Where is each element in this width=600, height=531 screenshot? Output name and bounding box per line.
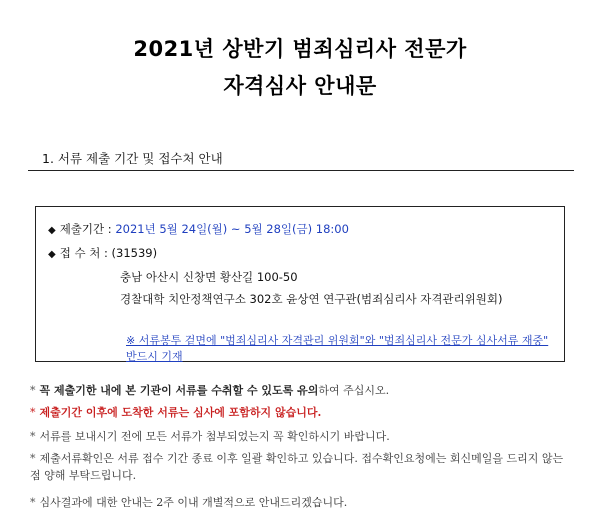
address-line1: 충남 아산시 신창면 황산길 100-50 bbox=[120, 270, 298, 284]
diamond-icon: ◆ bbox=[48, 249, 56, 260]
note1-rest: 하여 주십시오. bbox=[318, 384, 390, 397]
asterisk-icon: * bbox=[30, 452, 36, 465]
note-item bbox=[30, 494, 570, 511]
envelope-note: ※ 서류봉투 겉면에 "범죄심리사 자격관리 위원회"와 "범죄심리사 전문가 심사서류 재중" 반드시 기재 bbox=[126, 334, 549, 363]
note5-text: 심사결과에 대한 안내는 2주 이내 개별적으로 안내드리겠습니다. bbox=[39, 496, 348, 509]
note4-text: 제출서류확인은 서류 접수 기간 종료 이후 일괄 확인하고 있습니다. 접수확인요청에는 회신메일을 드리지 않는 점 양해 부탁드립니다. bbox=[30, 452, 564, 482]
asterisk-icon: * bbox=[30, 384, 36, 397]
note-item bbox=[30, 428, 570, 445]
period-row bbox=[48, 221, 349, 237]
note-item bbox=[30, 450, 570, 484]
section-header bbox=[28, 146, 574, 171]
postcode: (31539) bbox=[111, 246, 158, 260]
note-item bbox=[30, 404, 570, 421]
period-label: 제출기간 : bbox=[59, 222, 112, 236]
asterisk-icon: * bbox=[30, 430, 36, 443]
address-line2: 경찰대학 치안정책연구소 302호 윤상연 연구관(범죄심리사 자격관리위원회) bbox=[120, 292, 503, 306]
diamond-icon: ◆ bbox=[48, 225, 56, 236]
note1-bold: 꼭 제출기한 내에 본 기관이 서류를 수취할 수 있도록 유의 bbox=[39, 384, 319, 397]
document-title-line1: 2021년 상반기 범죄심리사 전문가 bbox=[133, 37, 467, 61]
period-value: 2021년 5월 24일(월) ~ 5월 28일(금) 18:00 bbox=[115, 222, 349, 236]
document-title-line2: 자격심사 안내문 bbox=[223, 74, 377, 98]
submission-info-box bbox=[35, 206, 565, 362]
address-row bbox=[48, 245, 157, 261]
note3-text: 서류를 보내시기 전에 모든 서류가 첨부되었는지 꼭 확인하시기 바랍니다. bbox=[39, 430, 390, 443]
asterisk-icon: * bbox=[30, 406, 36, 419]
note-item bbox=[30, 382, 570, 399]
address-label: 접 수 처 : bbox=[59, 246, 108, 260]
section-heading: 1. 서류 제출 기간 및 접수처 안내 bbox=[42, 151, 223, 166]
asterisk-icon: * bbox=[30, 496, 36, 509]
note2-text: 제출기간 이후에 도착한 서류는 심사에 포함하지 않습니다. bbox=[39, 406, 322, 419]
